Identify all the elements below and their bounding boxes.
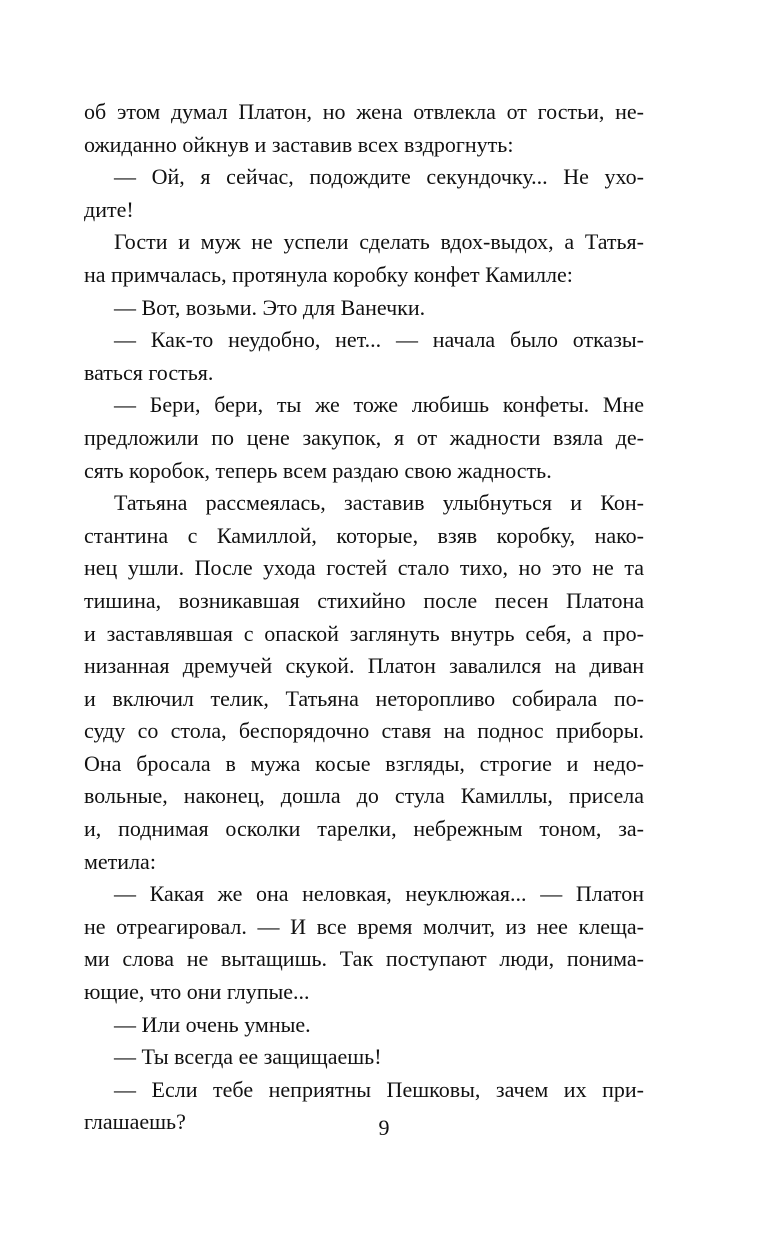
text-line: Татьяна рассмеялась, заставив улыбнуться и Кон- [114,490,644,516]
text-line: нец ушли. После ухода гостей стало тихо, но это не та [84,555,644,581]
text-line: ваться гостья. [84,359,214,385]
text-line: вольные, наконец, дошла до стула Камиллы, присела [84,783,644,809]
page-number: 9 [378,1115,390,1140]
text-line: низанная дремучей скукой. Платон завалился на диван [84,653,644,679]
text-line: — Как-то неудобно, нет... — начала было отказы- [114,327,644,353]
text-line: на примчалась, протянула коробку конфет Камилле: [84,261,573,287]
text-line: и, поднимая осколки тарелки, небрежным тоном, за- [84,816,644,842]
text-line: и заставлявшая с опаской заглянуть внутрь себя, а про- [84,620,644,646]
text-line: об этом думал Платон, но жена отвлекла от гостьи, не- [84,99,644,124]
text-line: сять коробок, теперь всем раздаю свою жадность. [84,457,552,483]
text-line: метила: [84,848,156,874]
text-line: — Или очень умные. [114,1011,311,1037]
text-line: тишина, возникавшая стихийно после песен Платона [84,587,644,613]
text-line: — Вот, возьми. Это для Ванечки. [114,294,426,320]
text-line: дите! [84,196,134,222]
text-line: Она бросала в мужа косые взгляды, строгие и недо- [84,750,644,776]
text-line: глашаешь? [84,1109,186,1135]
text-line: — Ой, я сейчас, подождите секундочку... Не ухо- [114,164,644,190]
text-line: и включил телик, Татьяна неторопливо собирала по- [84,685,644,711]
text-line: — Бери, бери, ты же тоже любишь конфеты. Мне [114,392,644,418]
text-line: стантина с Камиллой, которые, взяв коробку, нако- [84,522,644,548]
text-line: предложили по цене закупок, я от жадности взяла де- [84,424,644,450]
text-line: Гости и муж не успели сделать вдох-выдох, а Татья- [114,229,644,255]
text-line: ожиданно ойкнув и заставив всех вздрогнуть: [84,131,514,157]
text-line: ющие, что они глупые... [84,979,310,1005]
text-line: — Ты всегда ее защищаешь! [114,1044,382,1070]
text-line: не отреагировал. — И все время молчит, из нее клеща- [84,913,644,939]
body-text [84,96,644,1139]
text-line: ми слова не вытащишь. Так поступают люди, понима- [84,946,644,972]
text-line: — Если тебе неприятны Пешковы, зачем их при- [114,1076,644,1102]
text-line: суду со стола, беспорядочно ставя на поднос приборы. [84,718,644,744]
text-line: — Какая же она неловкая, неуклюжая... — Платон [114,881,644,907]
